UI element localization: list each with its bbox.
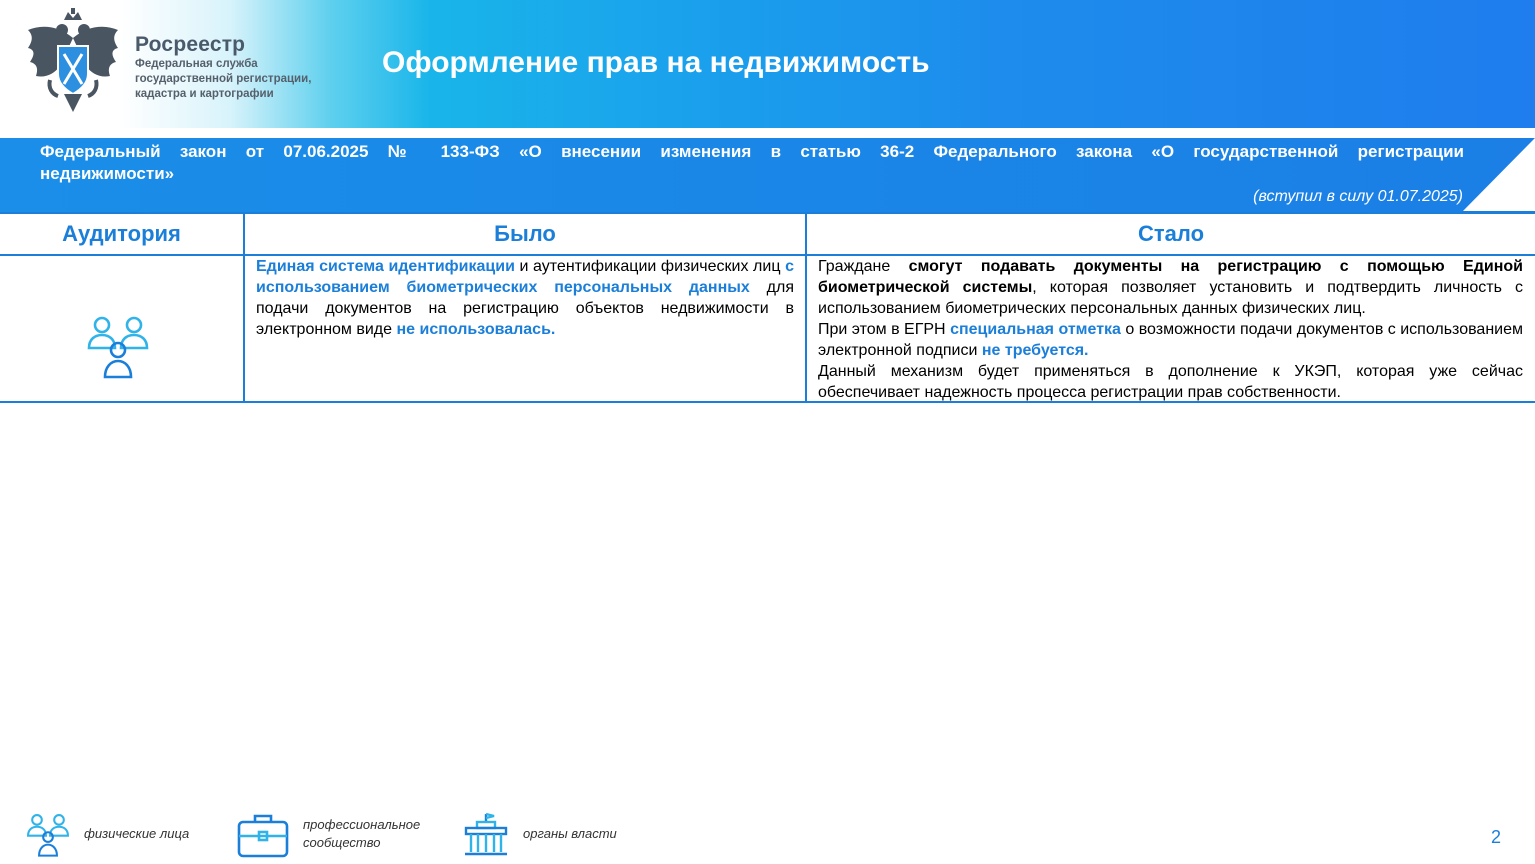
cell-now (818, 256, 1523, 403)
law-title-line2: недвижимости» (40, 164, 175, 183)
now-p3-seg-1: Данный механизм будет применяться в дополнение к УКЭП, которая уже сейчас обеспечивает надежность процесса регистрации прав собственности. (818, 363, 1523, 401)
now-p2-seg-2: специальная отметка (950, 321, 1121, 338)
legend-professional (303, 816, 420, 852)
page-number: 2 (1490, 827, 1501, 847)
header-bar (0, 0, 1535, 128)
was-seg-2: и аутентификации физических лиц (514, 258, 786, 275)
logo-subtitle: Федеральная служба государственной регистрации, кадастра и картографии (135, 58, 312, 100)
was-seg-3: с использованием биометрических персональных данных (256, 258, 795, 296)
now-paragraph-2 (818, 319, 1523, 361)
was-seg-1: Единая система идентификации (256, 258, 515, 275)
now-p1-seg-3: , которая позволяет установить и подтвердить личность с использованием биометрических персональных данных физических лиц. (818, 279, 1523, 317)
header-was: Было (494, 221, 556, 246)
effective-date: (вступил в силу 01.07.2025) (1253, 188, 1463, 205)
now-paragraph-1 (818, 256, 1523, 319)
now-p1-seg-1: Граждане (818, 258, 909, 275)
government-building-icon (463, 812, 509, 858)
law-banner (0, 138, 1535, 212)
law-title-line1: Федеральный закон от 07.06.2025 № 133-ФЗ «О внесении изменения в статью 36-2 Федерального закона «О государственной регистрации (40, 142, 1464, 161)
rosreestr-emblem-icon (24, 8, 122, 116)
header-audience: Аудитория (62, 221, 181, 246)
now-paragraph-3 (818, 361, 1523, 403)
cell-was (256, 256, 794, 340)
logo-name: Росреестр (135, 33, 246, 56)
header-now: Стало (1137, 221, 1205, 246)
people-group-icon (86, 314, 150, 380)
now-p2-seg-3: о возможности подачи документов с использованием электронной подписи (818, 321, 1523, 359)
legend-professional-line1: профессиональное (303, 817, 421, 832)
now-p2-seg-1: При этом в ЕГРН (818, 321, 951, 338)
was-seg-5: не использовалась. (396, 321, 556, 338)
legend-individuals: физические лица (84, 826, 190, 841)
now-p1-seg-2: смогут подавать документы на регистрацию с помощью Единой биометрической системы (818, 258, 1523, 296)
legend-professional-line2: сообщество (303, 835, 381, 850)
legend-authorities: органы власти (523, 826, 617, 841)
now-p2-seg-4: не требуется. (981, 342, 1089, 359)
briefcase-icon (237, 812, 289, 858)
was-seg-4: для подачи документов на регистрацию объектов недвижимости в электронном виде (256, 279, 794, 338)
page-title: Оформление прав на недвижимость (382, 46, 930, 79)
individuals-icon (26, 812, 70, 858)
